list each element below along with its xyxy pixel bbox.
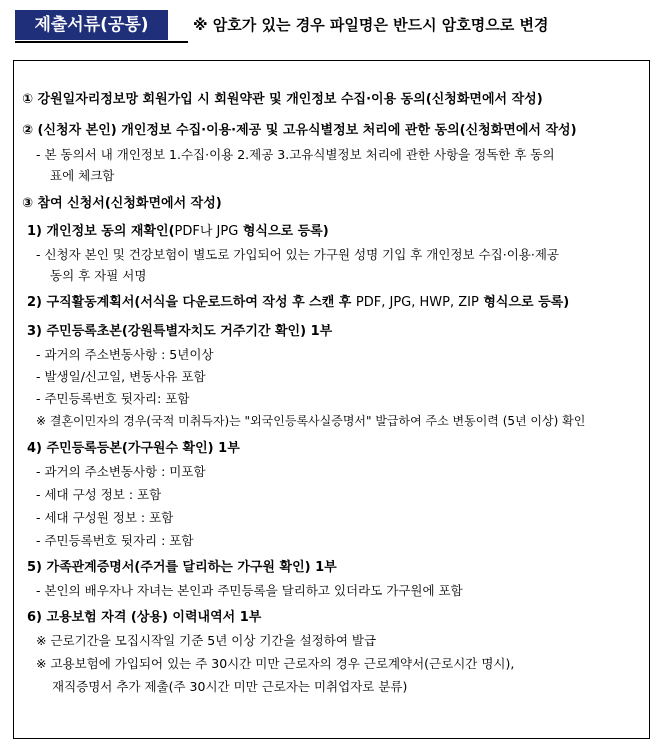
sub-1 — [27, 223, 329, 241]
sub-4: 4) 주민등록등본(가구원수 확인) 1부 — [27, 441, 240, 456]
item-2: ② (신청자 본인) 개인정보 수집·이용·제공 및 고유식별정보 처리에 관한 동의(신청화면에서 작성) — [22, 123, 577, 138]
item-2-detail: - 본 동의서 내 개인정보 1.수집·이용 2.제공 3.고유식별정보 처리에 관한 사항을 정독한 후 동의 — [36, 147, 555, 162]
sub-5-detail: - 본인의 배우자나 자녀는 본인과 주민등록을 달리하고 있더라도 가구원에 포함 — [36, 583, 463, 598]
sub-3-note: ※ 결혼이민자의 경우(국적 미취득자)는 "외국인등록사실증명서" 발급하여 주소 변동이력 (5년 이상) 확인 — [36, 414, 586, 428]
sub-6-note-2-cont: 재직증명서 추가 제출(주 30시간 미만 근로자는 미취업자로 분류) — [52, 679, 408, 694]
sub-2-label: 2) 구직활동계획서(서식을 다운로드하여 작성 후 스캔 후 — [27, 295, 356, 310]
sub-1-format: PDF나 JPG — [174, 224, 239, 239]
sub-4-detail-4: - 주민등록번호 뒷자리 : 포함 — [36, 533, 194, 548]
sub-6: 6) 고용보험 자격 (상용) 이력내역서 1부 — [27, 610, 262, 625]
sub-5: 5) 가족관계증명서(주거를 달리하는 가구원 확인) 1부 — [27, 560, 337, 575]
sub-1-detail-cont: 동의 후 자필 서명 — [50, 268, 147, 283]
sub-6-note-1: ※ 근로기간을 모집시작일 기준 5년 이상 기간을 설정하여 발급 — [36, 633, 377, 648]
sub-1-label: 1) 개인정보 동의 재확인( — [27, 224, 175, 239]
item-2-detail-cont: 표에 체크함 — [50, 168, 115, 183]
sub-3: 3) 주민등록초본(강원특별자치도 거주기간 확인) 1부 — [27, 324, 333, 339]
sub-4-detail-3: - 세대 구성원 정보 : 포함 — [36, 510, 174, 525]
title-underline — [15, 41, 188, 43]
sub-3-detail-2: - 발생일/신고일, 변동사유 포함 — [36, 369, 206, 384]
sub-4-detail-1: - 과거의 주소변동사항 : 미포함 — [36, 464, 206, 479]
sub-2-format: PDF, JPG, HWP, ZIP — [355, 295, 479, 310]
item-3: ③ 참여 신청서(신청화면에서 작성) — [22, 196, 222, 211]
sub-4-detail-2: - 세대 구성 정보 : 포함 — [36, 487, 162, 502]
password-notice: ※ 암호가 있는 경우 파일명은 반드시 암호명으로 변경 — [193, 16, 549, 34]
sub-2-suffix: 형식으로 등록) — [478, 295, 570, 310]
header — [15, 10, 647, 42]
sub-1-detail: - 신청자 본인 및 건강보험이 별도로 가입되어 있는 가구원 성명 기입 후 개인정보 수집·이용·제공 — [36, 247, 559, 262]
sub-2 — [27, 294, 569, 312]
sub-1-suffix: 형식으로 등록) — [238, 224, 329, 239]
item-1: ① 강원일자리정보망 회원가입 시 회원약관 및 개인정보 수집·이용 동의(신청화면에서 작성) — [22, 92, 543, 107]
section-title: 제출서류(공통) — [15, 10, 168, 40]
sub-6-note-2: ※ 고용보험에 가입되어 있는 주 30시간 미만 근로자의 경우 근로계약서(근로시간 명시), — [36, 656, 515, 671]
sub-3-detail-1: - 과거의 주소변동사항 : 5년이상 — [36, 347, 214, 362]
sub-3-detail-3: - 주민등록번호 뒷자리: 포함 — [36, 391, 190, 406]
